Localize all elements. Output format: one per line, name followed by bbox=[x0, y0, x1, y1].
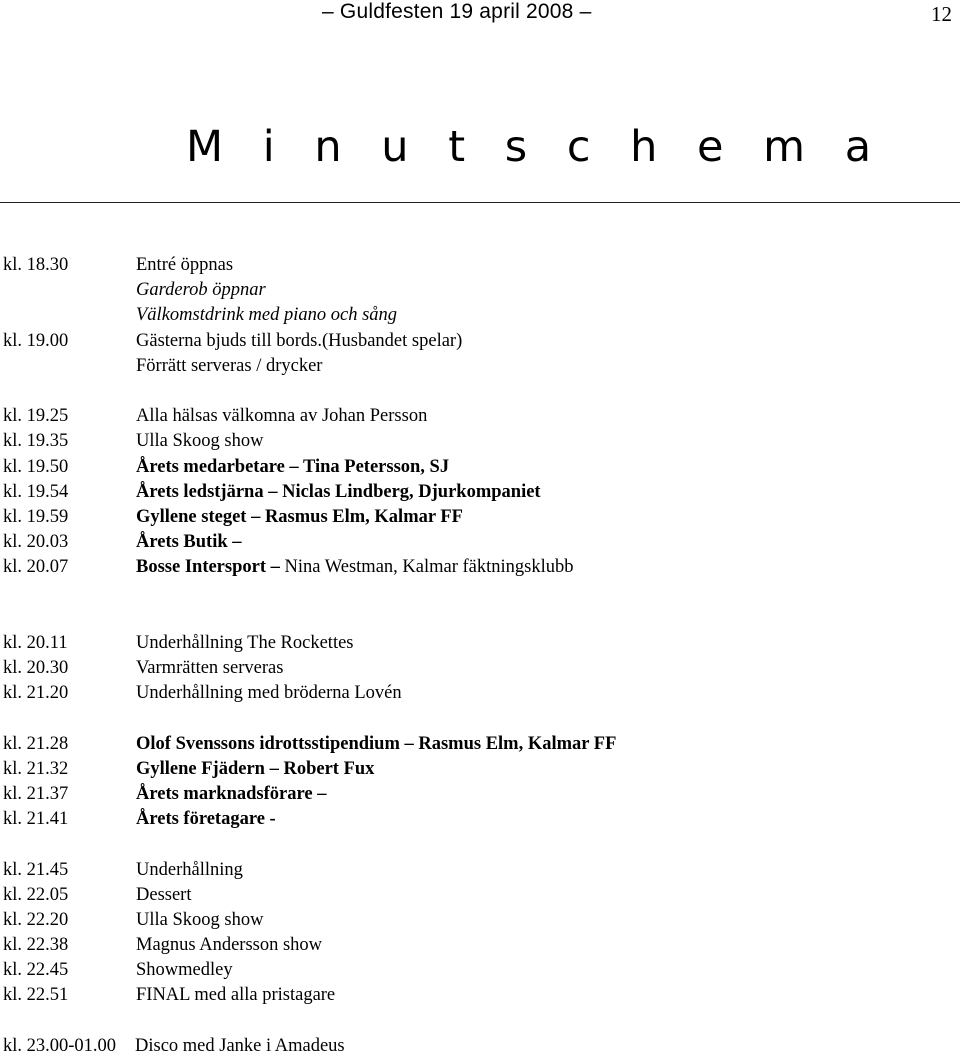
row-event: Årets ledstjärna – Niclas Lindberg, Djurkompaniet bbox=[136, 482, 541, 502]
row-event: Underhållning bbox=[136, 860, 243, 880]
schedule-row bbox=[0, 933, 960, 958]
row-event: Garderob öppnar bbox=[136, 280, 266, 300]
schedule-row bbox=[0, 958, 960, 983]
row-event: Varmrätten serveras bbox=[136, 658, 284, 678]
schedule-row bbox=[0, 455, 960, 480]
row-event: Årets medarbetare – Tina Petersson, SJ bbox=[136, 457, 450, 477]
final-schedule-row bbox=[0, 1034, 960, 1059]
schedule-row bbox=[0, 757, 960, 782]
row-time: kl. 19.54 bbox=[3, 482, 69, 502]
row-time: kl. 20.11 bbox=[3, 633, 68, 653]
row-event: Dessert bbox=[136, 885, 192, 905]
schedule-row bbox=[0, 858, 960, 883]
schedule-row bbox=[0, 329, 960, 354]
row-event: Olof Svenssons idrottsstipendium – Rasmus Elm, Kalmar FF bbox=[136, 734, 617, 754]
row-event: Alla hälsas välkomna av Johan Persson bbox=[136, 406, 428, 426]
row-time: kl. 21.28 bbox=[3, 734, 69, 754]
schedule-row bbox=[0, 278, 960, 303]
schedule-row bbox=[0, 732, 960, 757]
row-event-detail: Nina Westman, Kalmar fäktningsklubb bbox=[284, 557, 574, 577]
row-time: kl. 22.38 bbox=[3, 935, 69, 955]
schedule-row bbox=[0, 505, 960, 530]
title-divider bbox=[0, 202, 960, 203]
row-time: kl. 19.00 bbox=[3, 331, 69, 351]
schedule-row bbox=[0, 656, 960, 681]
schedule-row bbox=[0, 555, 960, 580]
schedule-row bbox=[0, 429, 960, 454]
page-number: 12 bbox=[931, 2, 952, 26]
row-event: Underhållning The Rockettes bbox=[136, 633, 354, 653]
page-title: M i n u t s c h e m a bbox=[186, 122, 885, 172]
row-event: Entré öppnas bbox=[136, 255, 234, 275]
schedule-row bbox=[0, 530, 960, 555]
row-time: kl. 19.25 bbox=[3, 406, 69, 426]
row-event: Disco med Janke i Amadeus bbox=[135, 1036, 345, 1056]
row-time: kl. 22.20 bbox=[3, 910, 69, 930]
row-time: kl. 21.20 bbox=[3, 683, 69, 703]
header-title: – Guldfesten 19 april 2008 – bbox=[322, 0, 592, 23]
row-event bbox=[136, 555, 574, 580]
row-event-bold: Bosse Intersport – bbox=[136, 557, 285, 577]
row-event: Årets marknadsförare – bbox=[136, 784, 327, 804]
schedule-row bbox=[0, 480, 960, 505]
schedule-row bbox=[0, 908, 960, 933]
row-time: kl. 19.50 bbox=[3, 457, 69, 477]
row-time: kl. 19.59 bbox=[3, 507, 69, 527]
row-time: kl. 22.51 bbox=[3, 985, 69, 1005]
schedule-row bbox=[0, 404, 960, 429]
schedule-row bbox=[0, 631, 960, 656]
row-event: Gyllene steget – Rasmus Elm, Kalmar FF bbox=[136, 507, 463, 527]
row-event: Årets företagare - bbox=[136, 809, 276, 829]
row-event: Förrätt serveras / drycker bbox=[136, 356, 323, 376]
schedule-row bbox=[0, 681, 960, 706]
row-time: kl. 20.03 bbox=[3, 532, 69, 552]
page-header bbox=[0, 0, 960, 26]
row-event: Välkomstdrink med piano och sång bbox=[136, 305, 398, 325]
schedule-row bbox=[0, 883, 960, 908]
schedule-row bbox=[0, 253, 960, 278]
row-event: Underhållning med bröderna Lovén bbox=[136, 683, 402, 703]
row-event: Årets Butik – bbox=[136, 532, 242, 552]
row-event: Gyllene Fjädern – Robert Fux bbox=[136, 759, 375, 779]
row-event: Ulla Skoog show bbox=[136, 431, 264, 451]
schedule-row bbox=[0, 303, 960, 328]
schedule-row bbox=[0, 782, 960, 807]
row-time: kl. 21.41 bbox=[3, 809, 69, 829]
row-time: kl. 21.32 bbox=[3, 759, 69, 779]
schedule-row bbox=[0, 983, 960, 1008]
row-event: Magnus Andersson show bbox=[136, 935, 323, 955]
row-time: kl. 20.07 bbox=[3, 557, 69, 577]
schedule-row bbox=[0, 807, 960, 832]
row-time: kl. 22.05 bbox=[3, 885, 69, 905]
row-time: kl. 21.45 bbox=[3, 860, 69, 880]
row-event: Ulla Skoog show bbox=[136, 910, 264, 930]
row-time: kl. 22.45 bbox=[3, 960, 69, 980]
schedule-row bbox=[0, 354, 960, 379]
row-time: kl. 20.30 bbox=[3, 658, 69, 678]
row-event: Gästerna bjuds till bords.(Husbandet spelar) bbox=[136, 331, 463, 351]
row-time: kl. 19.35 bbox=[3, 431, 69, 451]
row-event: FINAL med alla pristagare bbox=[136, 985, 336, 1005]
row-time: kl. 21.37 bbox=[3, 784, 69, 804]
row-time: kl. 18.30 bbox=[3, 255, 69, 275]
row-time: kl. 23.00-01.00 bbox=[3, 1036, 117, 1056]
row-event: Showmedley bbox=[136, 960, 233, 980]
